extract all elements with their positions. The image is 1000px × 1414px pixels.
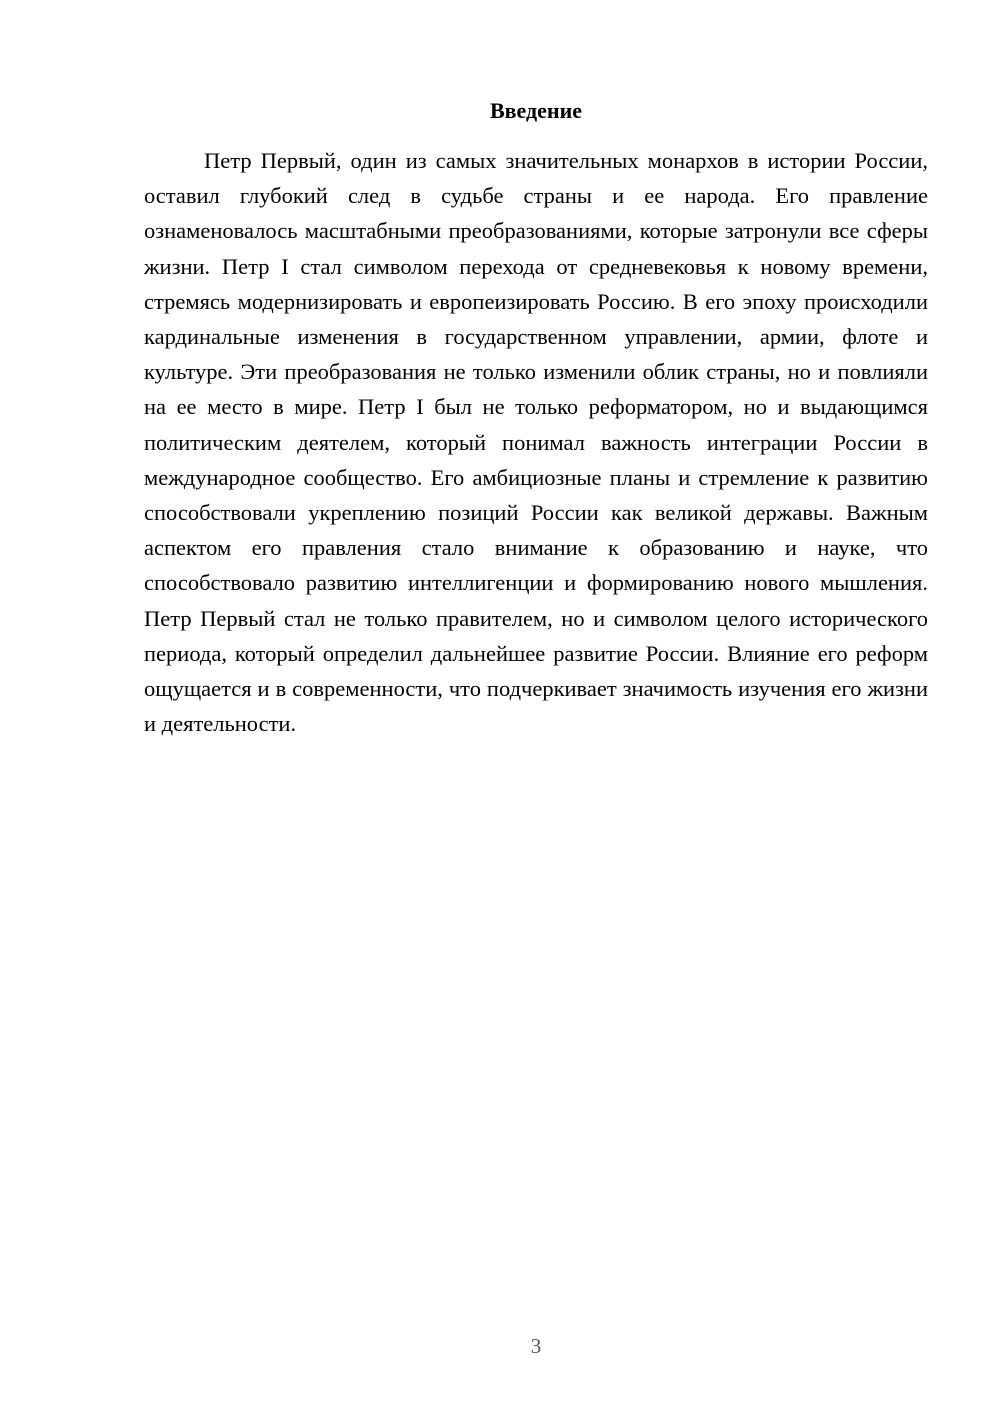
section-heading: Введение — [489, 98, 583, 123]
body-paragraph: Петр Первый, один из самых значительных монархов в истории России, оставил глубокий след в судьбе страны и ее народа. Его правление ознаменовалось масштабными преобразованиями, которые затронули все сферы жизни. Петр I стал символом перехода от средневековья к новому времени, стремясь модернизировать и европеизировать Россию. В его эпоху происходили кардинальные изменения в государственном управлении, армии, флоте и культуре. Эти преобразования не только изменили облик страны, но и повлияли на ее место в мире. Петр I был не только реформатором, но и выдающимся политическим деятелем, который понимал важность интеграции России в международное сообщество. Его амбициозные планы и стремление к развитию способствовали укреплению позиций России как великой державы. Важным аспектом его правления стало внимание к образованию и науке, что способствовало развитию интеллигенции и формированию нового мышления. Петр Первый стал не только правителем, но и символом целого исторического периода, который определил дальнейшее развитие России. Влияние его реформ ощущается и в современности, что подчеркивает значимость изучения его жизни и деятельности. — [144, 148, 928, 737]
page-number: 3 — [530, 1334, 542, 1358]
